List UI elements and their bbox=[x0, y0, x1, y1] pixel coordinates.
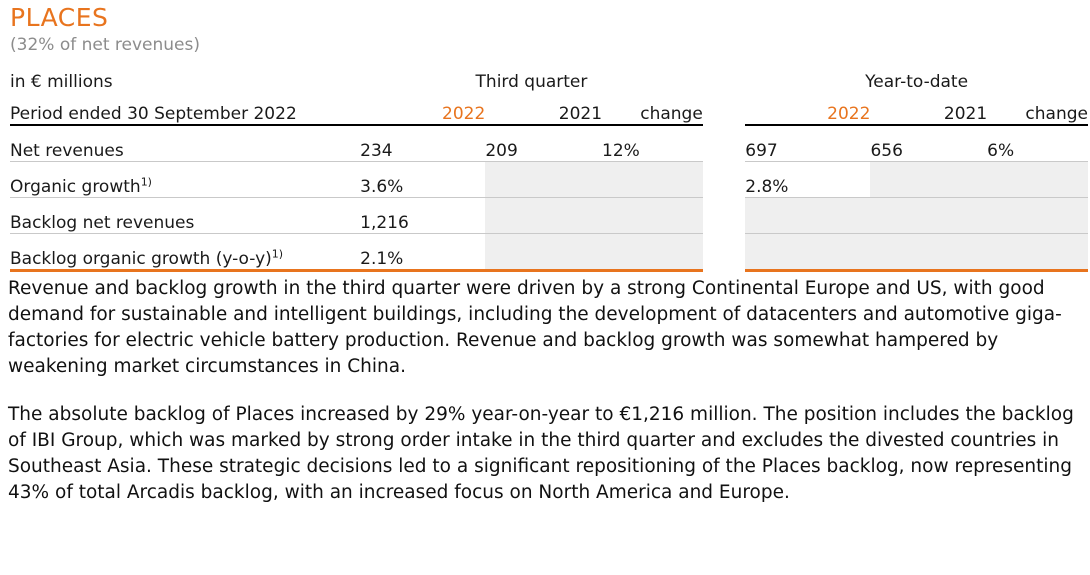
row-label bbox=[10, 198, 360, 234]
commentary-paragraph-1: Revenue and backlog growth in the third quarter were driven by a strong Continental Europe and US, with good demand for sustainable and intelligent buildings, including the development of datacenters and automotive giga-factories for electric vehicle battery production. Revenue and backlog growth was somewhat hampered by weakening market circumstances in China. bbox=[8, 278, 1062, 377]
col-header-y-2022: 2022 bbox=[745, 92, 870, 125]
col-header-y-change: change bbox=[987, 92, 1088, 125]
table-header-row bbox=[10, 92, 1088, 125]
cell-y-2021 bbox=[870, 234, 987, 271]
col-header-y-2021: 2021 bbox=[870, 92, 987, 125]
row-label-footnote: 1) bbox=[271, 247, 284, 261]
col-header-q-change: change bbox=[602, 92, 703, 125]
units-label: in € millions bbox=[10, 72, 113, 92]
cell-y-change: 6% bbox=[987, 125, 1088, 162]
col-header-q-2021: 2021 bbox=[485, 92, 602, 125]
row-label bbox=[10, 125, 360, 162]
cell-q-2021 bbox=[485, 162, 602, 198]
cell-q-change bbox=[602, 234, 703, 271]
spacer-cell bbox=[703, 92, 745, 125]
table-row bbox=[10, 234, 1088, 271]
col-header-q-2022: 2022 bbox=[360, 92, 485, 125]
financial-table bbox=[10, 62, 1088, 272]
row-label-text: Net revenues bbox=[10, 141, 124, 161]
table-units-row bbox=[10, 62, 1088, 92]
cell-q-2022: 1,216 bbox=[360, 198, 485, 234]
table-row bbox=[10, 125, 1088, 162]
row-label bbox=[10, 162, 360, 198]
page-title: PLACES bbox=[10, 3, 109, 32]
cell-y-2022 bbox=[745, 198, 870, 234]
group-header-quarter: Third quarter bbox=[475, 72, 588, 92]
group-header-ytd: Year-to-date bbox=[865, 72, 969, 92]
cell-y-2021 bbox=[870, 198, 987, 234]
cell-q-2021: 209 bbox=[485, 125, 602, 162]
table-row bbox=[10, 198, 1088, 234]
row-label-text: Backlog organic growth (y-o-y) bbox=[10, 249, 272, 269]
spacer-cell bbox=[703, 62, 745, 92]
spacer-cell bbox=[703, 234, 745, 271]
table-row bbox=[10, 162, 1088, 198]
row-label-text: Organic growth bbox=[10, 177, 141, 197]
cell-q-change bbox=[602, 162, 703, 198]
cell-y-change bbox=[987, 198, 1088, 234]
row-label bbox=[10, 234, 360, 271]
spacer-cell bbox=[703, 162, 745, 198]
spacer-cell bbox=[703, 125, 745, 162]
commentary-paragraph-2: The absolute backlog of Places increased by 29% year-on-year to €1,216 million. The position includes the backlog of IBI Group, which was marked by strong order intake in the third quarter and excludes the divested countries in Southeast Asia. These strategic decisions led to a significant repositioning of the Places backlog, now representing 43% of total Arcadis backlog, with an increased focus on North America and Europe. bbox=[8, 404, 1074, 503]
cell-q-2022: 2.1% bbox=[360, 234, 485, 271]
cell-q-2021 bbox=[485, 198, 602, 234]
cell-y-change bbox=[987, 162, 1088, 198]
cell-q-2021 bbox=[485, 234, 602, 271]
page-subtitle: (32% of net revenues) bbox=[10, 35, 201, 55]
period-label: Period ended 30 September 2022 bbox=[10, 92, 360, 125]
cell-q-2022: 3.6% bbox=[360, 162, 485, 198]
cell-y-2022: 697 bbox=[745, 125, 870, 162]
cell-y-2022 bbox=[745, 234, 870, 271]
cell-y-2021 bbox=[870, 162, 987, 198]
cell-y-2021: 656 bbox=[870, 125, 987, 162]
cell-q-change bbox=[602, 198, 703, 234]
cell-y-2022: 2.8% bbox=[745, 162, 870, 198]
cell-y-change bbox=[987, 234, 1088, 271]
row-label-text: Backlog net revenues bbox=[10, 213, 195, 233]
spacer-cell bbox=[703, 198, 745, 234]
row-label-footnote: 1) bbox=[140, 175, 152, 189]
cell-q-2022: 234 bbox=[360, 125, 485, 162]
cell-q-change: 12% bbox=[602, 125, 703, 162]
